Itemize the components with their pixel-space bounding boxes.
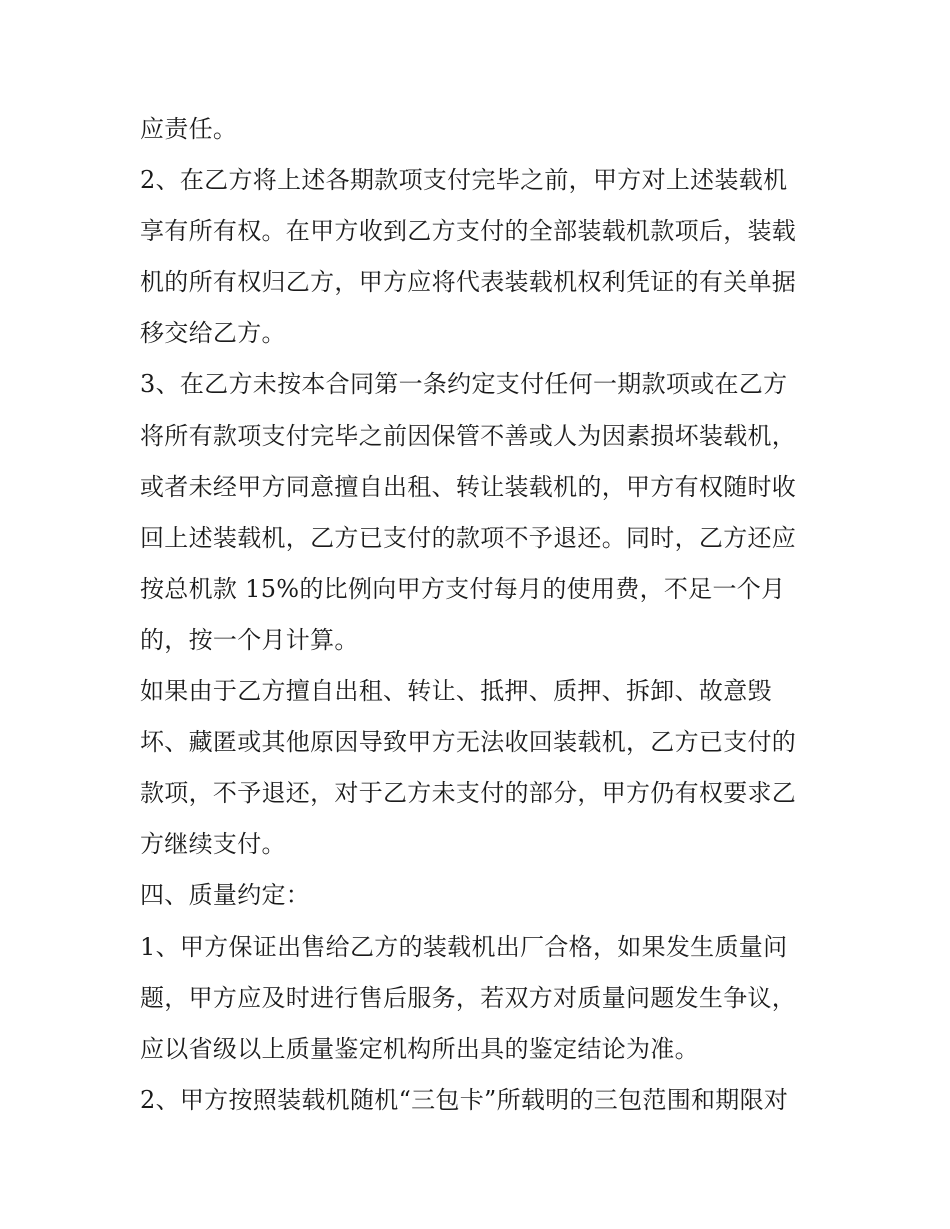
text-line: 按总机款 15%的比例向甲方支付每月的使用费，不足一个月 bbox=[140, 574, 786, 603]
text-line: 1、甲方保证出售给乙方的装载机出厂合格，如果发生质量问 bbox=[140, 932, 788, 961]
text-line: 应责任。 bbox=[140, 115, 238, 143]
text-line: 或者未经甲方同意擅自出租、转让装载机的，甲方有权随时收 bbox=[140, 472, 797, 501]
text-line: 2、甲方按照装载机随机“三包卡”所载明的三包范围和期限对 bbox=[140, 1085, 789, 1114]
text-line: 享有所有权。在甲方收到乙方支付的全部装载机款项后，装载 bbox=[140, 217, 797, 246]
text-line: 题，甲方应及时进行售后服务，若双方对质量问题发生争议， bbox=[140, 983, 797, 1012]
text-line: 回上述装载机，乙方已支付的款项不予退还。同时，乙方还应 bbox=[140, 523, 797, 552]
section-heading: 四、质量约定： bbox=[140, 881, 311, 910]
text-line: 应以省级以上质量鉴定机构所出具的鉴定结论为准。 bbox=[140, 1034, 699, 1063]
text-line: 2、在乙方将上述各期款项支付完毕之前，甲方对上述装载机 bbox=[140, 166, 788, 195]
text-line: 坏、藏匿或其他原因导致甲方无法收回装载机，乙方已支付的 bbox=[140, 728, 797, 757]
text-line: 移交给乙方。 bbox=[140, 319, 286, 348]
text-line: 机的所有权归乙方，甲方应将代表装载机权利凭证的有关单据 bbox=[140, 268, 797, 297]
text-line: 的，按一个月计算。 bbox=[140, 625, 359, 654]
text-line: 款项，不予退还，对于乙方未支付的部分，甲方仍有权要求乙 bbox=[140, 779, 797, 808]
text-line: 如果由于乙方擅自出租、转让、抵押、质押、拆卸、故意毁 bbox=[140, 677, 772, 706]
document-page bbox=[140, 104, 820, 1126]
text-line: 3、在乙方未按本合同第一条约定支付任何一期款项或在乙方 bbox=[140, 370, 788, 399]
text-line: 方继续支付。 bbox=[140, 830, 286, 859]
text-line: 将所有款项支付完毕之前因保管不善或人为因素损坏装载机， bbox=[140, 421, 797, 450]
